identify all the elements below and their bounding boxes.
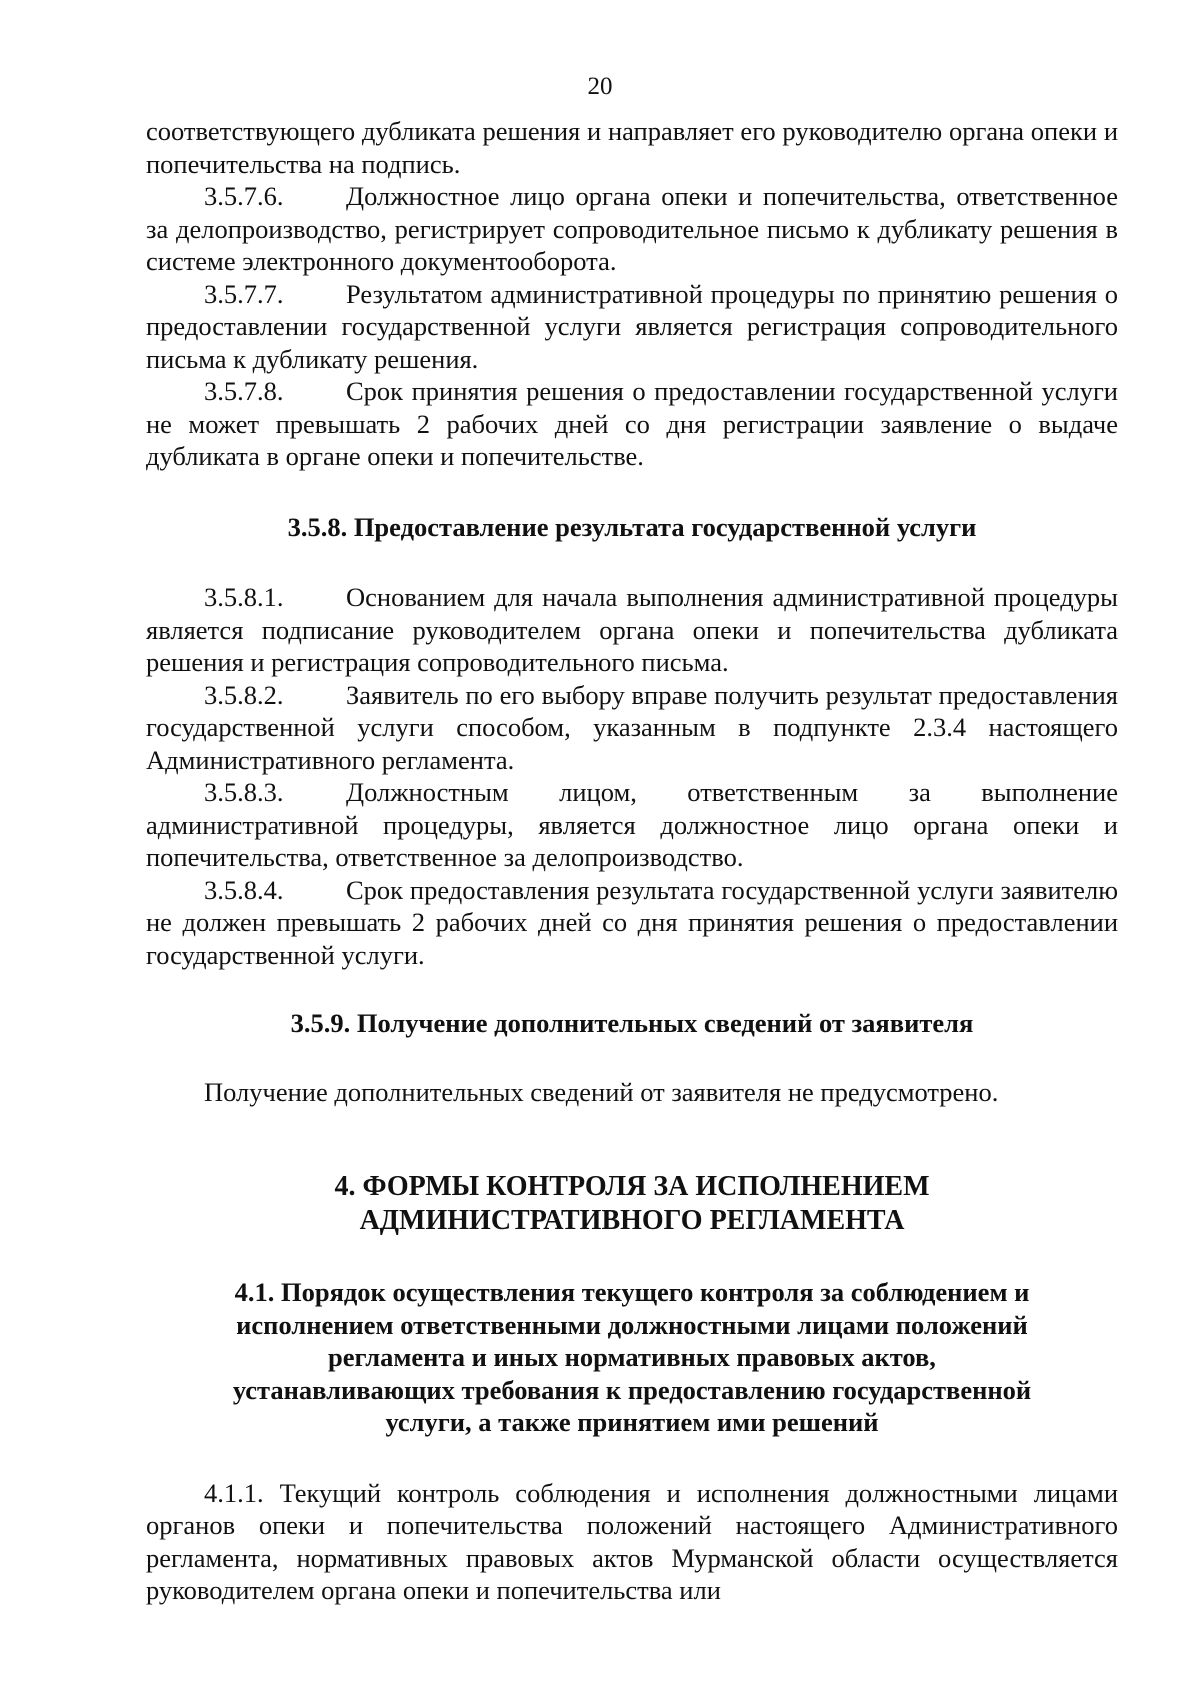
section-heading-3-5-9: 3.5.9. Получение дополнительных сведений от заявителя [290,1008,974,1038]
clause-text: Срок предоставления результата государственной услуги заявителю не должен превышать 2 рабочих дней со дня принятия решения о предоставлении государственной услуги. [146,874,1118,970]
heading-line: устанавливающих требования к предоставлению государственной [232,1374,1032,1405]
heading-line: 4.1. Порядок осуществления текущего контроля за соблюдением и [234,1277,1030,1307]
clause-3-5-8-3 [146,776,1118,874]
chapter-heading-line: 4. ФОРМЫ КОНТРОЛЯ ЗА ИСПОЛНЕНИЕМ [334,1171,930,1202]
paragraph-4-1-1: 4.1.1. Текущий контроль соблюдения и исполнения должностными лицами органов опеки и попечительства положений настоящего Административного регламента, нормативных правовых актов Мурманской области осуществляется руководителем органа опеки и попечительства или [146,1477,1118,1605]
clause-number: 3.5.8.1. [204,582,284,612]
heading-line: регламента и иных нормативных правовых актов, [328,1342,936,1372]
clause-number: 3.5.7.6. [204,181,284,211]
continuation-paragraph: соответствующего дубликата решения и направляет его руководителю органа опеки и попечительства на подпись. [146,116,1118,179]
clause-text: Основанием для начала выполнения административной процедуры является подписание руководителем органа опеки и попечительства дубликата решения и регистрация сопроводительного письма. [146,582,1118,677]
clause-3-5-8-1 [146,581,1118,679]
paragraph-3-5-9: Получение дополнительных сведений от заявителя не предусмотрено. [204,1076,999,1107]
chapter-heading-4 [146,1170,1118,1238]
clause-text: Срок принятия решения о предоставлении государственной услуги не может превышать 2 рабочих дней со дня регистрации заявление о выдаче дубликата в органе опеки и попечительстве. [146,376,1118,471]
clause-3-5-7-7 [146,278,1118,376]
heading-line: исполнением ответственными должностными лицами положений [236,1309,1028,1340]
clause-number: 3.5.7.8. [204,376,284,406]
heading-line: услуги, а также принятием ими решений [385,1407,879,1437]
clause-text: Должностным лицом, ответственным за выполнение административной процедуры, является должностное лицо органа опеки и попечительства, ответственное за делопроизводство. [146,777,1118,872]
clause-3-5-7-8 [146,375,1118,473]
clause-text: Результатом административной процедуры по принятию решения о предоставлении государственной услуги является регистрация сопроводительного письма к дубликату решения. [146,278,1118,374]
clause-text: Должностное лицо органа опеки и попечительства, ответственное за делопроизводство, регистрирует сопроводительное письмо к дубликату решения в системе электронного документооборота. [146,181,1118,276]
clause-number: 3.5.8.4. [204,874,284,905]
chapter-heading-line: АДМИНИСТРАТИВНОГО РЕГЛАМЕНТА [359,1205,905,1236]
page-number: 20 [587,73,613,100]
clause-number: 3.5.8.2. [204,679,284,710]
clause-3-5-8-4 [146,874,1118,972]
clause-3-5-8-2 [146,679,1118,777]
clause-3-5-7-6 [146,180,1118,278]
clause-number: 3.5.8.3. [204,777,284,807]
section-heading-3-5-8: 3.5.8. Предоставление результата государственной услуги [287,511,977,542]
section-heading-4-1 [146,1276,1118,1439]
clause-text: Заявитель по его выбору вправе получить результат предоставления государственной услуги способом, указанным в подпункте 2.3.4 настоящего Административного регламента. [146,679,1118,775]
clause-number: 3.5.7.7. [204,278,284,309]
page-content [146,115,1118,1607]
